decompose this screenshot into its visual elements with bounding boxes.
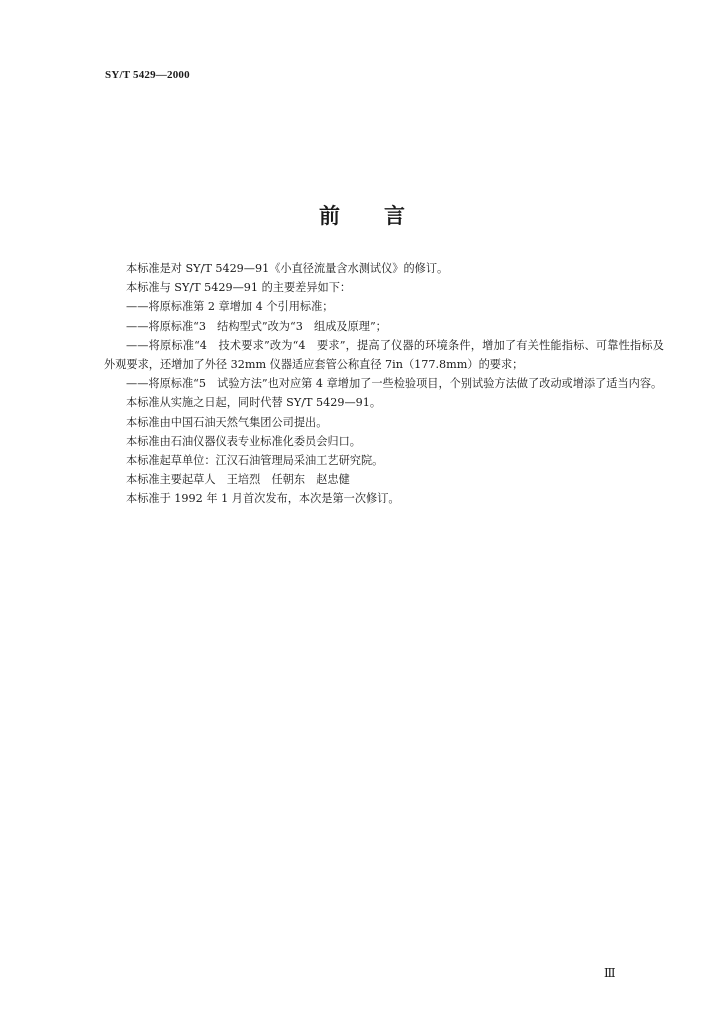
list-item: ——将原标准第 2 章增加 4 个引用标准；	[126, 300, 334, 314]
list-item: ——将原标准“3 结构型式”改为“3 组成及原理”；	[126, 319, 387, 333]
paragraph: 本标准由石油仪器仪表专业标准化委员会归口。	[126, 434, 361, 448]
paragraph: 本标准由中国石油天然气集团公司提出。	[126, 415, 328, 429]
list-item: ——将原标准“5 试验方法”也对应第 4 章增加了一些检验项目，个别试验方法做了改动或增添了适当内容。	[126, 377, 663, 391]
page-number: Ⅲ	[604, 966, 615, 980]
paragraph: 本标准于 1992 年 1 月首次发布，本次是第一次修订。	[126, 492, 400, 506]
paragraph: 本标准从实施之日起，同时代替 SY/T 5429—91。	[126, 396, 382, 410]
page-title: 前言	[319, 204, 449, 228]
paragraph: 本标准与 SY/T 5429—91 的主要差异如下：	[126, 281, 352, 295]
paragraph: 本标准是对 SY/T 5429—91《小直径流量含水测试仪》的修订。	[126, 262, 449, 275]
foreword-body	[104, 259, 664, 509]
document-code: SY/T 5429—2000	[105, 69, 190, 81]
paragraph: 本标准起草单位：江汉石油管理局采油工艺研究院。	[126, 454, 384, 468]
paragraph: 本标准主要起草人 王培烈 任朝东 赵忠健	[126, 473, 350, 487]
list-item: ——将原标准“4 技术要求”改为“4 要求”，提高了仪器的环境条件，增加了有关性能指标、可靠性指标及外观要求，还增加了外径 32mm 仪器适应套管公称直径 7in（177.8mm）的要求；	[104, 338, 664, 372]
